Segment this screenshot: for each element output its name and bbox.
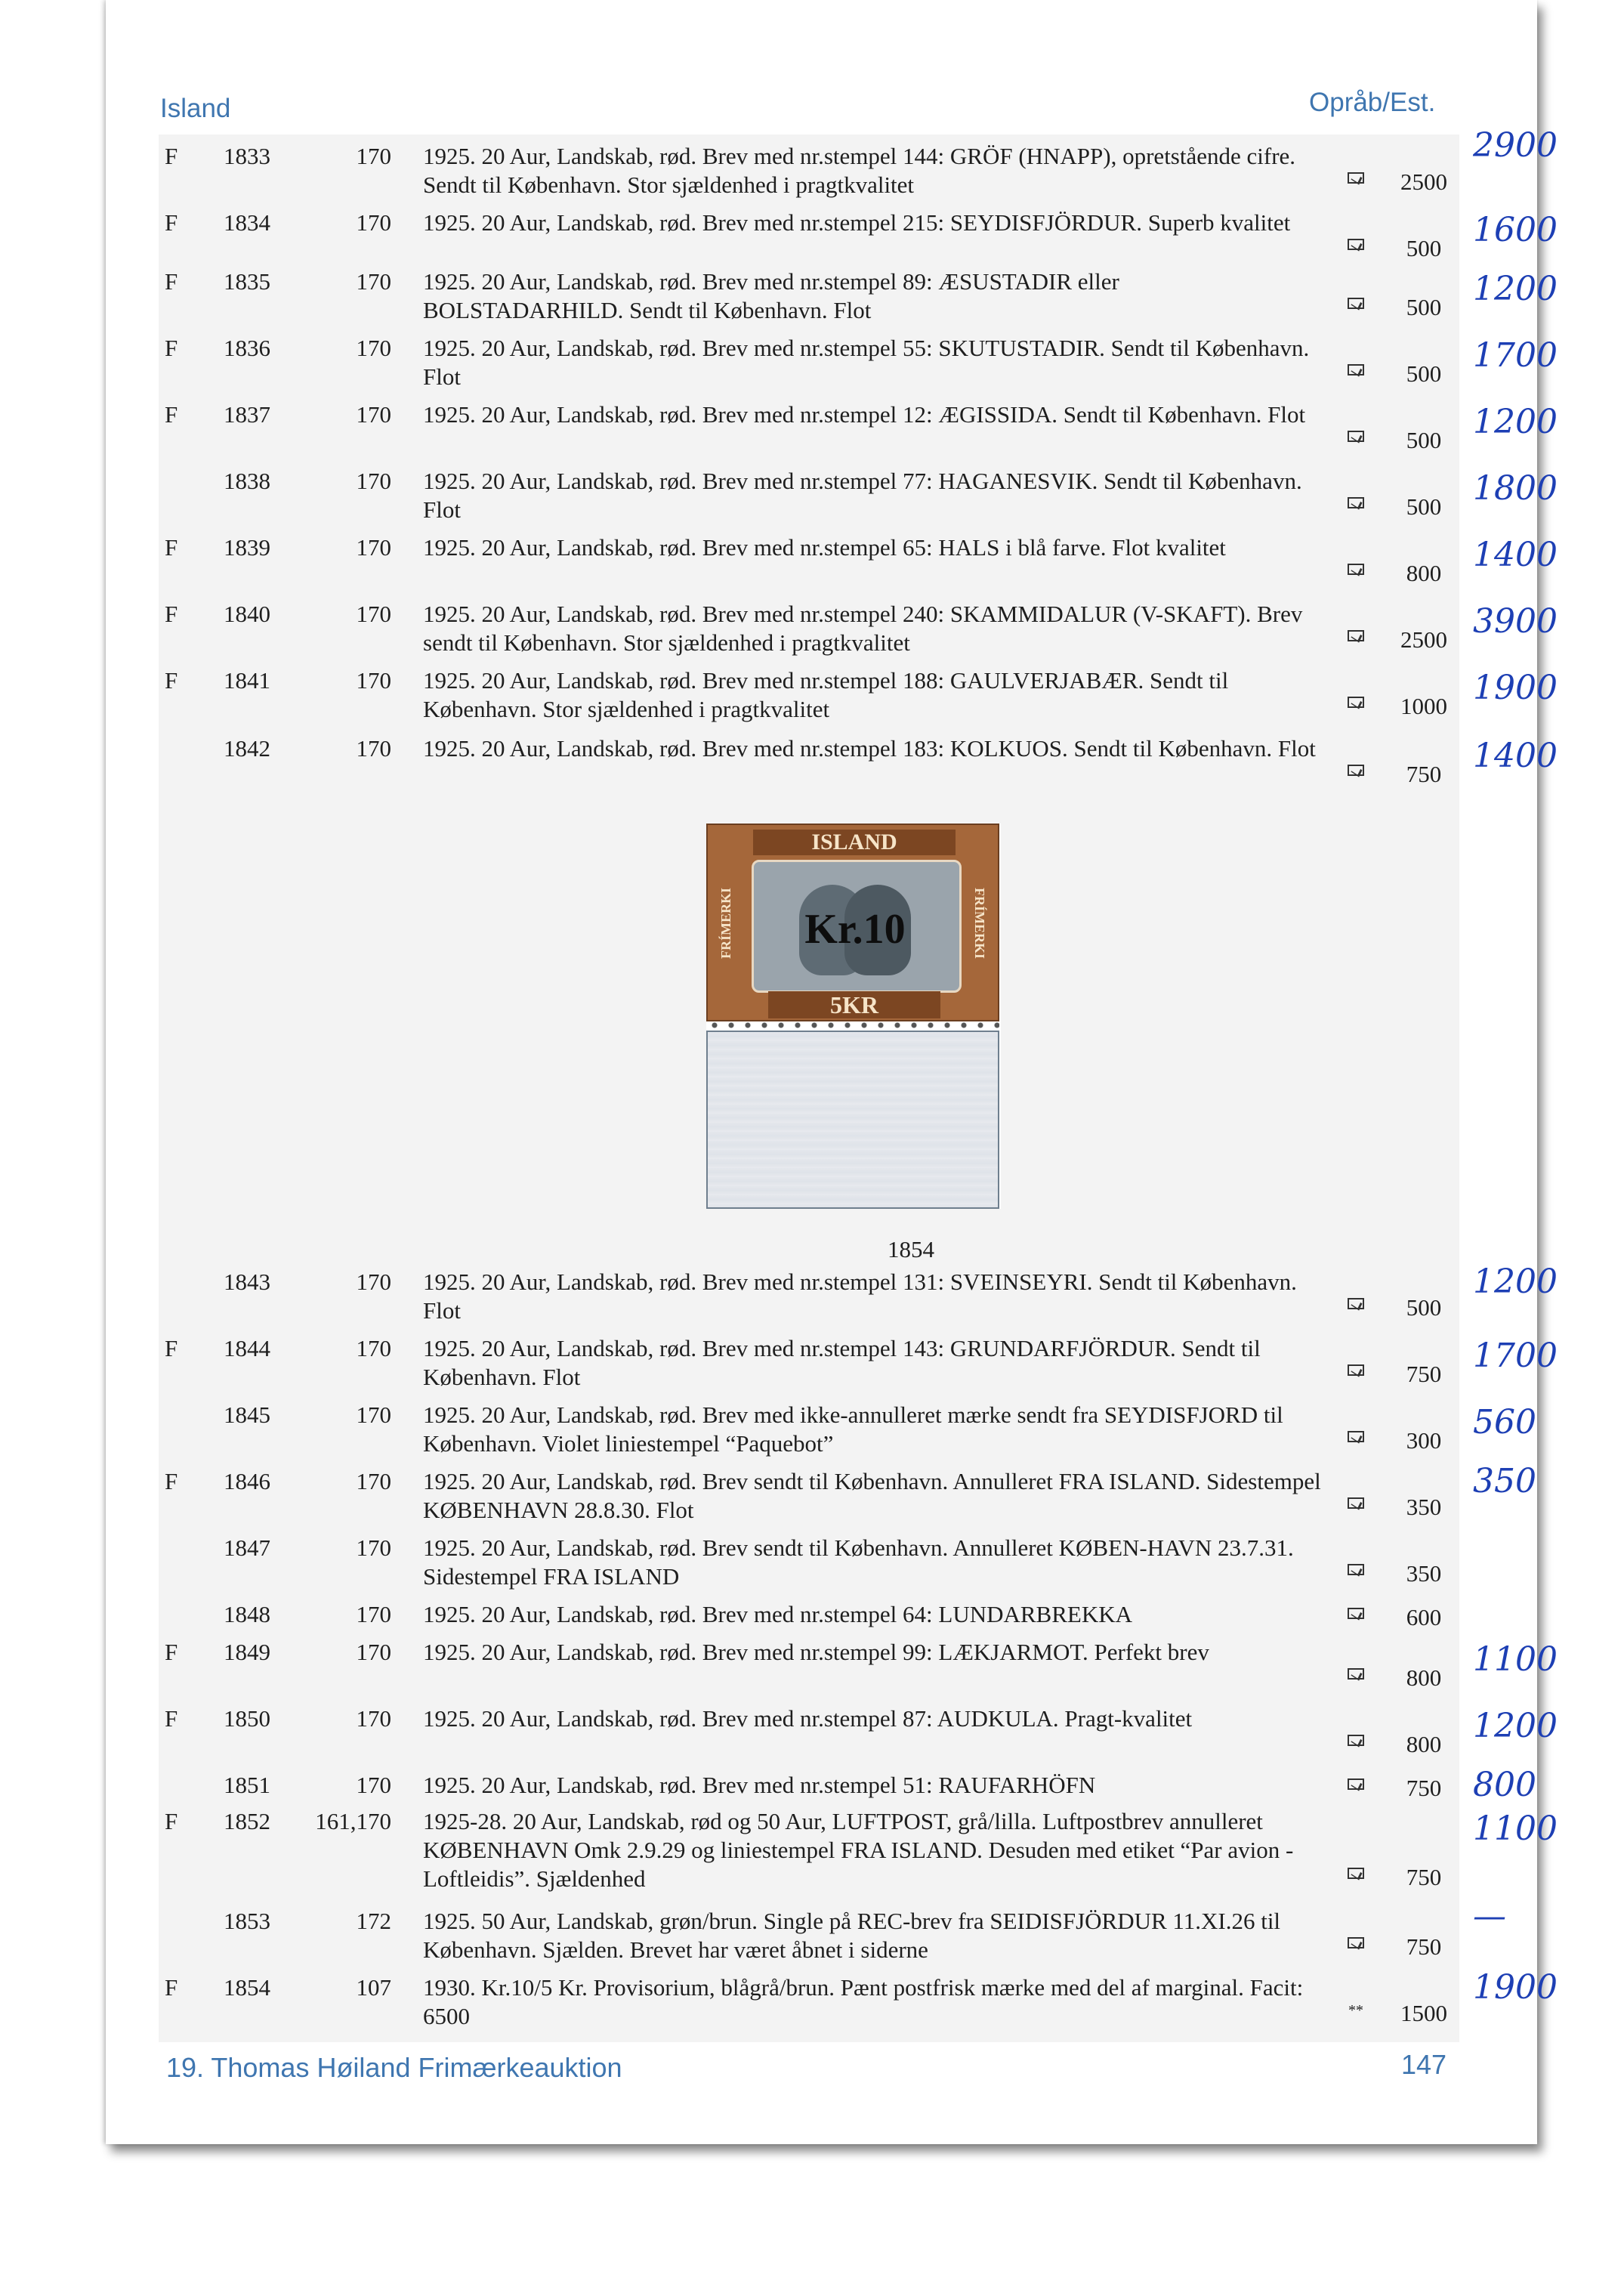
catalogue-number: 170: [356, 667, 391, 694]
lot-flag: F: [165, 1974, 178, 2001]
cover-icon: [1333, 1727, 1379, 1756]
estimate-column-header: Opråb/Est.: [1309, 88, 1436, 117]
envelope-icon: [1348, 172, 1364, 184]
envelope-icon: [1348, 1778, 1364, 1790]
handwritten-result: 1200: [1473, 1262, 1558, 1301]
lot-estimate: 500: [1406, 360, 1442, 387]
catalogue-number: 170: [356, 1401, 391, 1428]
lot-description: 1925. 20 Aur, Landskab, rød. Brev med nr.stempel 65: HALS i blå farve. Flot kvalitet: [423, 534, 1226, 561]
lot-description: 1925. 20 Aur, Landskab, rød. Brev sendt til København. Annulleret KØBEN-HAVN 23.7.31. Sidestempel FRA ISLAND: [423, 1534, 1294, 1590]
envelope-icon: [1348, 1937, 1364, 1948]
cover-icon: [1333, 1661, 1379, 1689]
catalogue-number: 107: [356, 1974, 391, 2001]
cover-icon: [1333, 689, 1379, 718]
cover-icon: [1333, 1556, 1379, 1585]
handwritten-result: 3900: [1473, 602, 1558, 641]
lot-description: 1925. 20 Aur, Landskab, rød. Brev med nr.stempel 131: SVEINSEYRI. Sendt til København. Flot: [423, 1269, 1297, 1324]
lot-estimate: 500: [1406, 427, 1442, 453]
handwritten-result: 1200: [1473, 270, 1558, 308]
stamp-design: [706, 824, 999, 1021]
cover-icon: [1333, 165, 1379, 193]
lot-description: 1925. 20 Aur, Landskab, rød. Brev med nr.stempel 99: LÆKJARMOT. Perfekt brev: [423, 1639, 1209, 1665]
lot-number: 1845: [224, 1401, 270, 1428]
handwritten-result: 1600: [1473, 211, 1558, 249]
lot-number: 1841: [224, 667, 270, 694]
lot-estimate: 350: [1406, 1494, 1442, 1520]
lot-estimate: 500: [1406, 294, 1442, 320]
lot-description: 1925. 20 Aur, Landskab, rød. Brev med nr.stempel 183: KOLKUOS. Sendt til København. Flot: [423, 735, 1316, 762]
cover-icon: [1333, 1860, 1379, 1889]
lot-number: 1850: [224, 1705, 270, 1732]
sheet-margin: [706, 1031, 999, 1209]
lot-estimate: 2500: [1400, 626, 1447, 653]
cover-icon: [1333, 757, 1379, 786]
handwritten-result: 1700: [1473, 336, 1558, 375]
lot-estimate: 800: [1406, 1731, 1442, 1757]
envelope-icon: [1348, 1431, 1364, 1442]
catalogue-number: 170: [356, 1269, 391, 1295]
lot-estimate: 750: [1406, 1361, 1442, 1387]
lot-description: 1925. 20 Aur, Landskab, rød. Brev med nr.stempel 144: GRÖF (HNAPP), opretstående cifre. Sendt til København. Stor sjældenhed i pragtkvalitet: [423, 143, 1296, 198]
catalogue-number: 170: [356, 468, 391, 494]
lot-description: 1925. 20 Aur, Landskab, rød. Brev sendt til København. Annulleret FRA ISLAND. Sidestempel KØBENHAVN 28.8.30. Flot: [423, 1468, 1321, 1523]
cover-icon: [1333, 231, 1379, 260]
handwritten-result: 1400: [1473, 737, 1558, 775]
cover-icon: [1333, 556, 1379, 585]
lot-description: 1925. 20 Aur, Landskab, rød. Brev med nr.stempel 55: SKUTUSTADIR. Sendt til København. Flot: [423, 335, 1310, 390]
lot-description: 1925. 20 Aur, Landskab, rød. Brev med nr.stempel 12: ÆGISSIDA. Sendt til København. Flot: [423, 401, 1306, 428]
handwritten-result: 1400: [1473, 536, 1558, 574]
lot-number: 1833: [224, 143, 270, 169]
lot-description: 1925. 20 Aur, Landskab, rød. Brev med nr.stempel 240: SKAMMIDALUR (V-SKAFT). Brev sendt til København. Stor sjældenhed i pragtkvalitet: [423, 601, 1303, 656]
lot-number: 1851: [224, 1772, 270, 1798]
cover-icon: [1333, 490, 1379, 518]
lot-number: 1837: [224, 401, 270, 428]
lot-number: 1843: [224, 1269, 270, 1295]
handwritten-result: 1200: [1473, 1707, 1558, 1745]
cover-icon: [1333, 1290, 1379, 1319]
stamp-overprint: Kr.10: [804, 906, 906, 953]
envelope-icon: [1348, 1668, 1364, 1680]
stamp-country-label: ISLAND: [753, 830, 956, 855]
catalogue-number: 170: [356, 1639, 391, 1665]
stamp-image-1854: [706, 824, 1001, 1209]
cover-icon: [1333, 1930, 1379, 1958]
cover-icon: [1333, 290, 1379, 319]
cover-icon: [1333, 423, 1379, 452]
envelope-icon: [1348, 1298, 1364, 1309]
lot-number: 1844: [224, 1335, 270, 1361]
lot-flag: F: [165, 401, 178, 428]
stamp-side-label-left: FRÍMERKI: [718, 888, 733, 959]
lot-flag: F: [165, 1639, 178, 1665]
envelope-icon: [1348, 564, 1364, 575]
stamp-side-label-right: FRÍMERKI: [972, 888, 987, 959]
lot-flag: F: [165, 1705, 178, 1732]
lot-flag: F: [165, 209, 178, 236]
condition-mark: **: [1348, 2002, 1363, 2019]
lot-estimate: 500: [1406, 1294, 1442, 1321]
handwritten-result: —: [1473, 1897, 1506, 1936]
lot-number: 1848: [224, 1601, 270, 1627]
handwritten-result: 560: [1473, 1403, 1536, 1442]
cover-icon: [1333, 357, 1379, 385]
handwritten-result: 1200: [1473, 403, 1558, 441]
lot-description: 1925. 20 Aur, Landskab, rød. Brev med nr.stempel 143: GRUNDARFJÖRDUR. Sendt til København. Flot: [423, 1335, 1261, 1390]
lot-number: 1846: [224, 1468, 270, 1494]
catalogue-number: 170: [356, 1705, 391, 1732]
page-number: 147: [1401, 2049, 1447, 2080]
lot-flag: F: [165, 1808, 178, 1834]
catalogue-number: 170: [356, 534, 391, 561]
envelope-icon: [1348, 697, 1364, 708]
catalogue-page: [106, 0, 1558, 2144]
lot-number: 1840: [224, 601, 270, 627]
lot-number: 1839: [224, 534, 270, 561]
stamp-caption: 1854: [888, 1236, 934, 1262]
lot-estimate: 750: [1406, 1775, 1442, 1801]
envelope-icon: [1348, 1497, 1364, 1509]
handwritten-result: 350: [1473, 1462, 1536, 1500]
lot-number: 1854: [224, 1974, 270, 2001]
catalogue-number: 161,170: [315, 1808, 391, 1834]
lot-flag: F: [165, 1335, 178, 1361]
lot-estimate: 800: [1406, 560, 1442, 586]
catalogue-number: 170: [356, 143, 391, 169]
lot-description: 1925. 20 Aur, Landskab, rød. Brev med nr.stempel 77: HAGANESVIK. Sendt til København. Flot: [423, 468, 1302, 523]
lot-estimate: 800: [1406, 1664, 1442, 1691]
handwritten-result: 800: [1473, 1766, 1536, 1804]
envelope-icon: [1348, 1364, 1364, 1376]
lot-flag: F: [165, 143, 178, 169]
lot-number: 1838: [224, 468, 270, 494]
handwritten-result: 1700: [1473, 1337, 1558, 1375]
lot-flag: F: [165, 601, 178, 627]
lot-estimate: 750: [1406, 761, 1442, 787]
stamp-value-label: 5KR: [768, 991, 940, 1018]
lot-description: 1925. 20 Aur, Landskab, rød. Brev med nr.stempel 89: ÆSUSTADIR eller BOLSTADARHILD. Sendt til København. Flot: [423, 268, 1119, 323]
cover-icon: [1333, 1600, 1379, 1629]
envelope-icon: [1348, 239, 1364, 250]
catalogue-number: 170: [356, 1534, 391, 1561]
handwritten-result: 2900: [1473, 126, 1558, 165]
lot-number: 1835: [224, 268, 270, 295]
lot-estimate: 300: [1406, 1427, 1442, 1454]
catalogue-number: 170: [356, 335, 391, 361]
cover-icon: [1333, 1490, 1379, 1519]
catalogue-number: 170: [356, 1772, 391, 1798]
catalogue-number: 172: [356, 1908, 391, 1934]
catalogue-number: 170: [356, 1601, 391, 1627]
cover-icon: [1333, 623, 1379, 651]
lot-description: 1925. 20 Aur, Landskab, rød. Brev med nr.stempel 188: GAULVERJABÆR. Sendt til København. Stor sjældenhed i pragtkvalitet: [423, 667, 1229, 722]
lot-number: 1853: [224, 1908, 270, 1934]
catalogue-number: 170: [356, 1468, 391, 1494]
lot-number: 1849: [224, 1639, 270, 1665]
lot-number: 1842: [224, 735, 270, 762]
lot-flag: F: [165, 268, 178, 295]
lot-description: 1925. 20 Aur, Landskab, rød. Brev med nr.stempel 215: SEYDISFJÖRDUR. Superb kvalitet: [423, 209, 1291, 236]
envelope-icon: [1348, 1868, 1364, 1879]
lot-number: 1836: [224, 335, 270, 361]
stamp-perforation: [706, 1021, 999, 1029]
cover-icon: [1333, 1771, 1379, 1800]
handwritten-result: 1100: [1473, 1640, 1558, 1679]
catalogue-number: 170: [356, 601, 391, 627]
lot-estimate: 500: [1406, 493, 1442, 520]
handwritten-result: 1100: [1473, 1809, 1558, 1848]
lot-estimate: 500: [1406, 235, 1442, 261]
envelope-icon: [1348, 298, 1364, 309]
lot-estimate: 2500: [1400, 168, 1447, 195]
catalogue-number: 170: [356, 1335, 391, 1361]
catalogue-number: 170: [356, 735, 391, 762]
lot-flag: F: [165, 667, 178, 694]
lot-description: 1925. 20 Aur, Landskab, rød. Brev med nr.stempel 64: LUNDARBREKKA: [423, 1601, 1132, 1627]
handwritten-result: 1900: [1473, 669, 1558, 707]
envelope-icon: [1348, 1608, 1364, 1619]
lot-number: 1834: [224, 209, 270, 236]
envelope-icon: [1348, 431, 1364, 442]
section-title: Island: [160, 94, 231, 123]
lot-number: 1847: [224, 1534, 270, 1561]
lot-description: 1930. Kr.10/5 Kr. Provisorium, blågrå/brun. Pænt postfrisk mærke med del af marginal. Facit: 6500: [423, 1974, 1304, 2029]
lot-description: 1925-28. 20 Aur, Landskab, rød og 50 Aur, LUFTPOST, grå/lilla. Luftpostbrev annulleret KØBENHAVN Omk 2.9.29 og liniestempel FRA ISLAND. Desuden med etiket “Par avion - Loftleidis”. Sjældenhed: [423, 1808, 1294, 1892]
envelope-icon: [1348, 765, 1364, 776]
lot-estimate: 350: [1406, 1560, 1442, 1587]
lot-estimate: 1500: [1400, 2000, 1447, 2026]
envelope-icon: [1348, 1735, 1364, 1746]
envelope-icon: [1348, 364, 1364, 375]
lot-number: 1852: [224, 1808, 270, 1834]
lot-estimate: 1000: [1400, 693, 1447, 719]
cover-icon: [1333, 1357, 1379, 1386]
lot-flag: F: [165, 335, 178, 361]
lot-estimate: 750: [1406, 1864, 1442, 1890]
lot-description: 1925. 20 Aur, Landskab, rød. Brev med nr.stempel 87: AUDKULA. Pragt-kvalitet: [423, 1705, 1193, 1732]
lot-flag: F: [165, 534, 178, 561]
lot-description: 1925. 20 Aur, Landskab, rød. Brev med ikke-annulleret mærke sendt fra SEYDISFJORD til København. Violet liniestempel “Paquebot”: [423, 1401, 1283, 1457]
lot-description: 1925. 20 Aur, Landskab, rød. Brev med nr.stempel 51: RAUFARHÖFN: [423, 1772, 1096, 1798]
footer-auction-title: 19. Thomas Høiland Frimærkeauktion: [166, 2052, 622, 2083]
handwritten-result: 1900: [1473, 1968, 1558, 2007]
cover-icon: [1333, 1423, 1379, 1452]
envelope-icon: [1348, 1564, 1364, 1575]
lot-flag: F: [165, 1468, 178, 1494]
lot-estimate: 750: [1406, 1933, 1442, 1960]
catalogue-number: 170: [356, 268, 391, 295]
lot-estimate: 600: [1406, 1604, 1442, 1630]
catalogue-number: 170: [356, 209, 391, 236]
catalogue-number: 170: [356, 401, 391, 428]
handwritten-result: 1800: [1473, 469, 1558, 508]
envelope-icon: [1348, 630, 1364, 641]
envelope-icon: [1348, 497, 1364, 508]
lot-description: 1925. 50 Aur, Landskab, grøn/brun. Single på REC-brev fra SEIDISFJÖRDUR 11.XI.26 til København. Sjælden. Brevet har været åbnet i siderne: [423, 1908, 1281, 1963]
